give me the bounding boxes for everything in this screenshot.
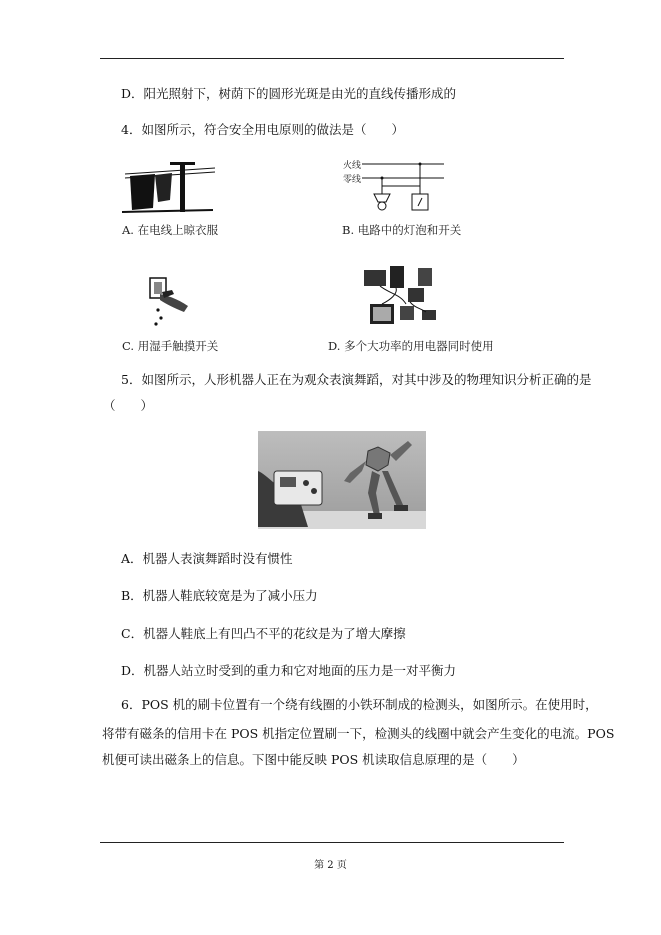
header-rule bbox=[100, 58, 564, 59]
option-b-caption: B. 电路中的灯泡和开关 bbox=[342, 223, 462, 237]
q5-stem-line-1: 5．如图所示，人形机器人正在为观众表演舞蹈，对其中涉及的物理知识分析正确的是 bbox=[121, 372, 592, 387]
robot-photo bbox=[258, 431, 426, 529]
q5-option-c: C．机器人鞋底上有凹凸不平的花纹是为了增大摩擦 bbox=[121, 626, 406, 641]
q5-stem-line-2: （ ） bbox=[103, 398, 154, 413]
q5-option-b: B．机器人鞋底较宽是为了减小压力 bbox=[121, 588, 318, 603]
q6-stem-line-1: 6．POS 机的刷卡位置有一个绕有线圈的小铁环制成的检测头，如图所示。在使用时， bbox=[121, 697, 598, 712]
figure-d-appliances bbox=[360, 264, 445, 332]
figure-b-circuit bbox=[362, 158, 447, 218]
neutral-wire-label: 零线 bbox=[343, 175, 362, 185]
q3-option-d: D．阳光照射下，树荫下的圆形光斑是由光的直线传播形成的 bbox=[121, 86, 457, 101]
option-d-caption: D. 多个大功率的用电器同时使用 bbox=[328, 339, 494, 353]
q5-option-d: D．机器人站立时受到的重力和它对地面的压力是一对平衡力 bbox=[121, 663, 457, 678]
live-wire-label: 火线 bbox=[343, 161, 362, 171]
q4-stem: 4．如图所示，符合安全用电原则的做法是（ ） bbox=[121, 122, 404, 137]
page-number: 第 2 页 bbox=[314, 860, 347, 871]
q6-stem-line-3: 机便可读出磁条上的信息。下图中能反映 POS 机读取信息原理的是（ ） bbox=[102, 752, 525, 767]
option-c-caption: C. 用湿手触摸开关 bbox=[122, 339, 219, 353]
figure-c-wet-hand-switch bbox=[146, 276, 196, 332]
q6-stem-line-2: 将带有磁条的信用卡在 POS 机指定位置刷一下，检测头的线圈中就会产生变化的电流。POS bbox=[102, 726, 615, 741]
q5-option-a: A．机器人表演舞蹈时没有惯性 bbox=[121, 551, 293, 566]
option-a-caption: A. 在电线上晾衣服 bbox=[122, 223, 219, 237]
figure-a-clothes-on-wire bbox=[120, 160, 215, 215]
footer-rule bbox=[100, 842, 564, 843]
